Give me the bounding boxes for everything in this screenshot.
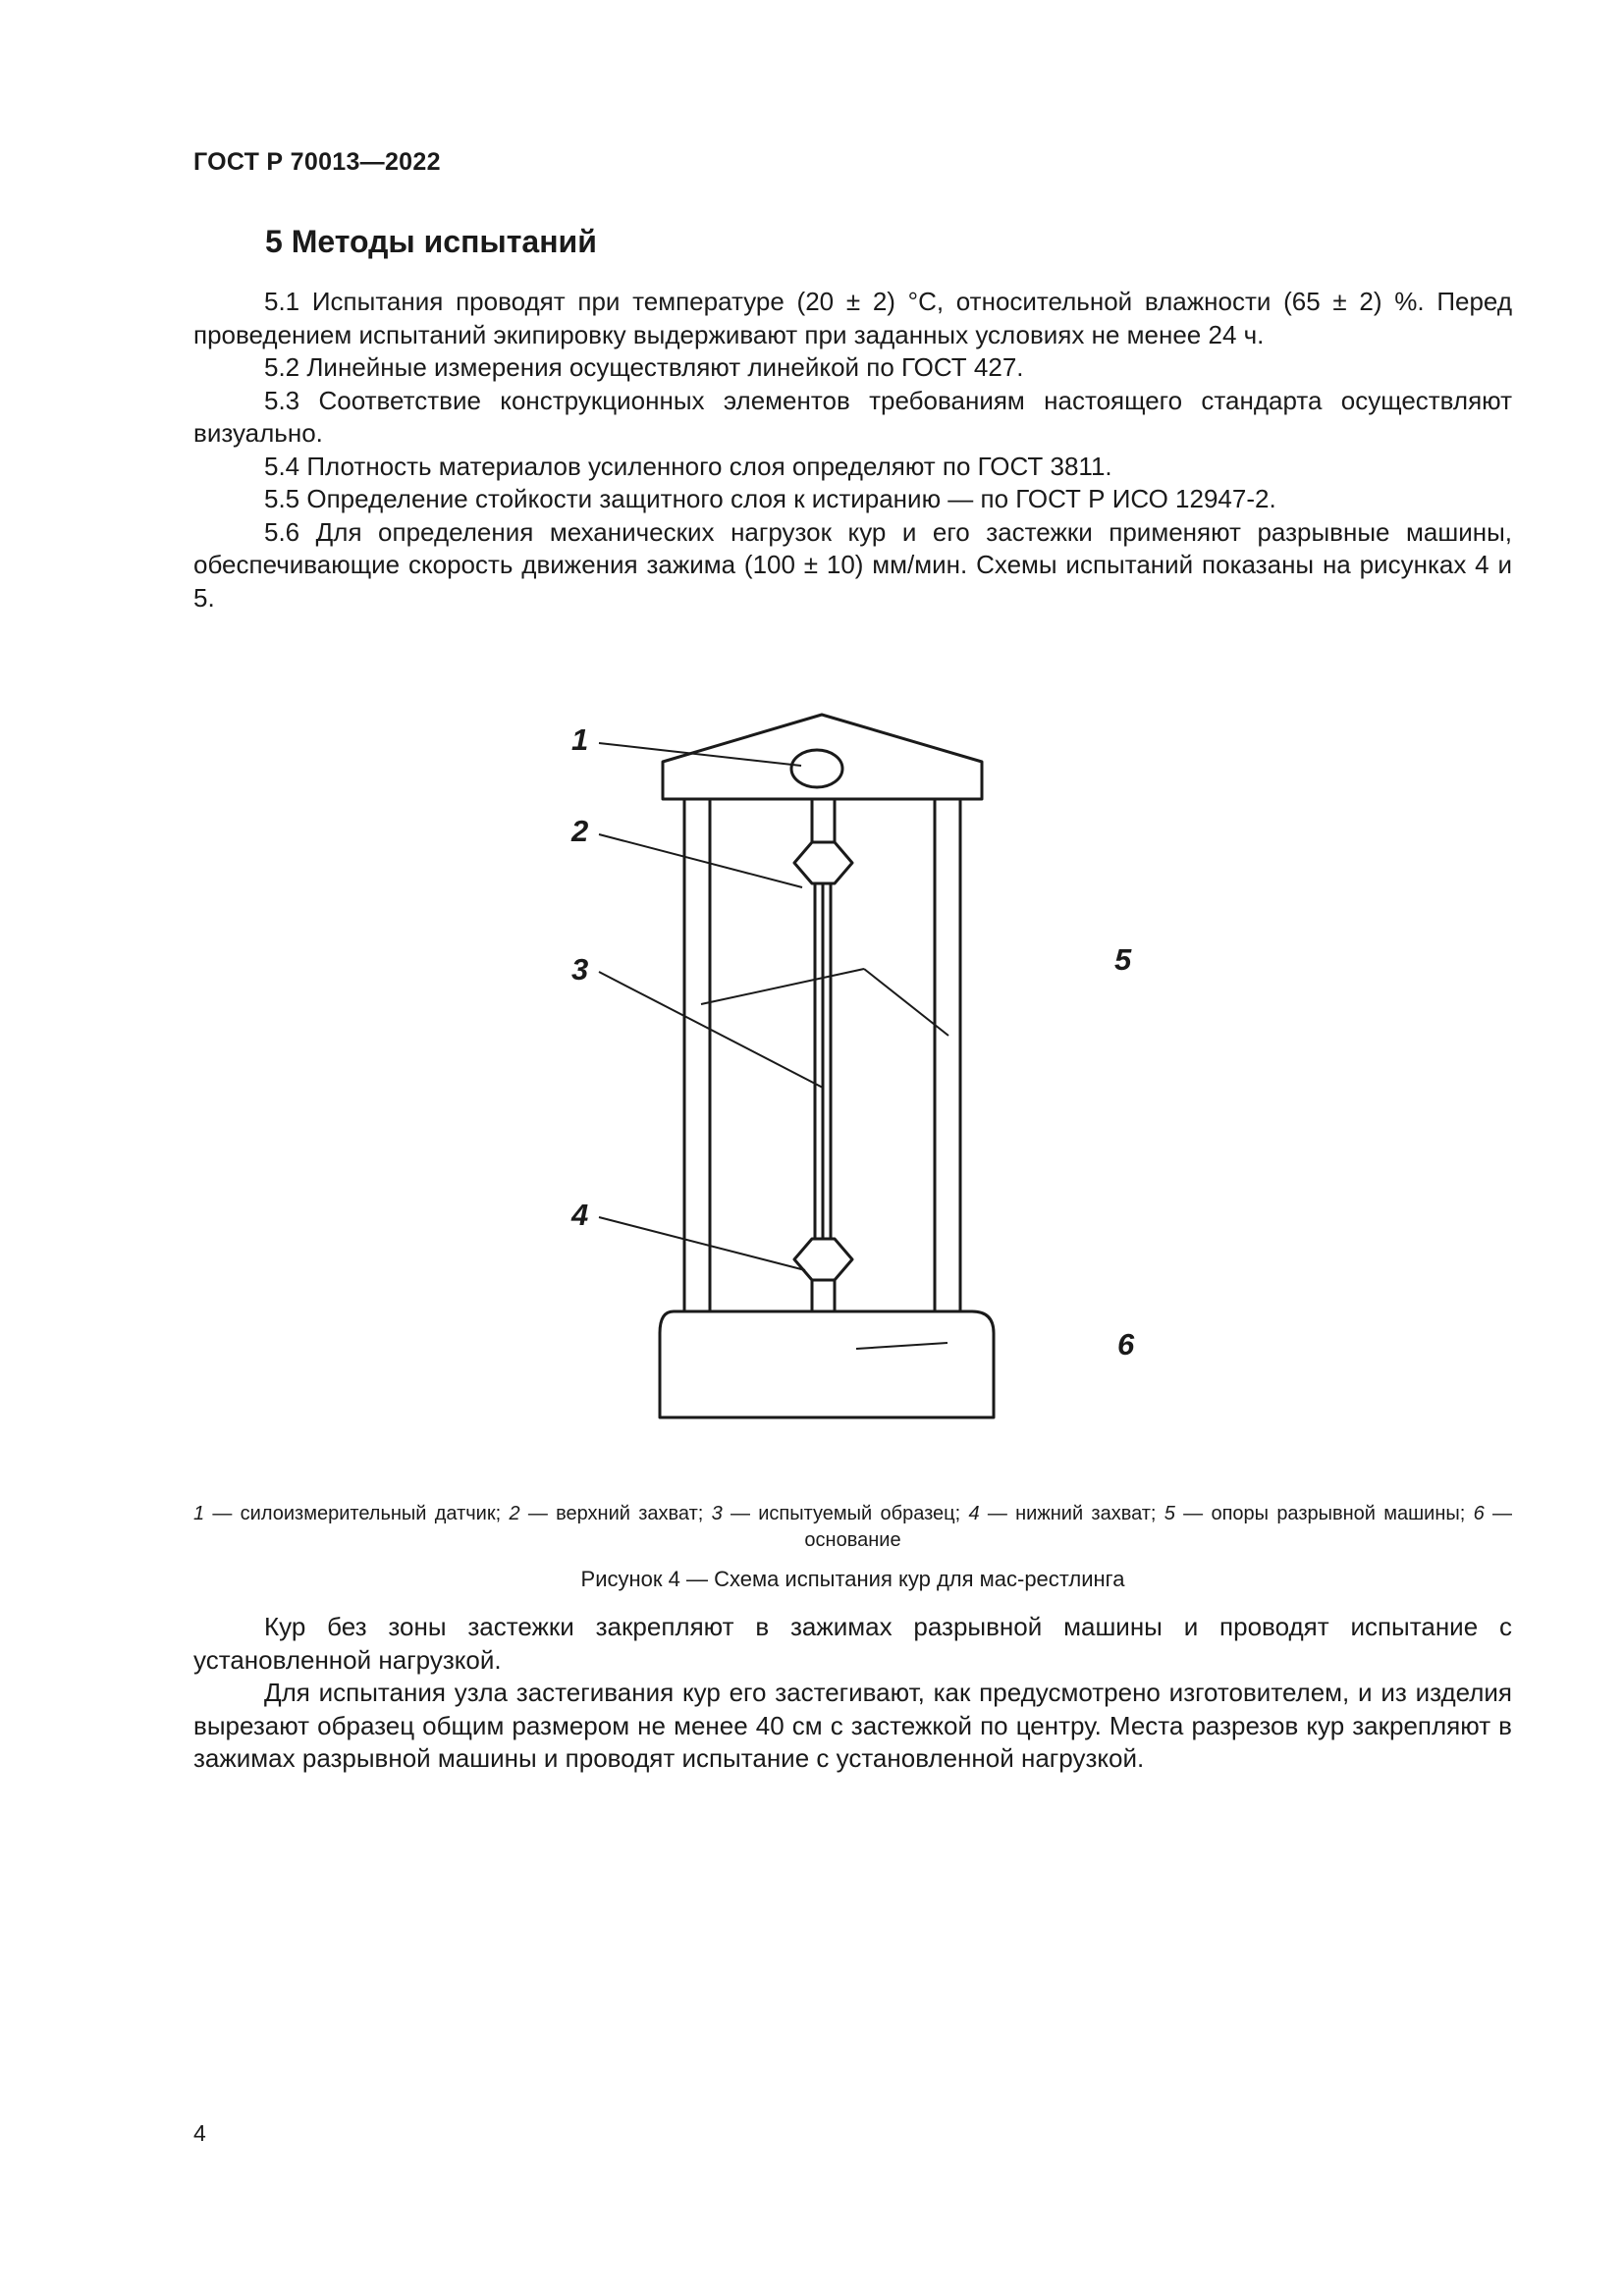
legend-num-2: 2 (509, 1503, 520, 1524)
load-sensor (791, 750, 842, 787)
leader-line-1 (599, 743, 801, 766)
callout-2: 2 (571, 814, 589, 848)
callout-5: 5 (1114, 942, 1132, 977)
callout-4: 4 (571, 1198, 589, 1232)
page-number: 4 (193, 2120, 206, 2146)
leader-line-6 (856, 1343, 947, 1349)
legend-text-1: — силоизмерительный датчик; (204, 1503, 510, 1524)
figure-caption: Рисунок 4 — Схема испытания кур для мас-рестлинга (580, 1567, 1125, 1591)
machine-base (660, 1311, 994, 1417)
lower-grip (794, 1239, 852, 1280)
test-specimen (815, 883, 831, 1239)
paragraph-5-6: 5.6 Для определения механических нагрузок кур и его застежки применяют разрывные машины, обеспечивающие скорость движения зажима (100 ± 10) мм/мин. Схемы испытаний показаны на рисунках 4 и 5. (193, 516, 1512, 613)
left-support (684, 799, 710, 1311)
methods-text (193, 286, 1512, 614)
document-header: ГОСТ Р 70013—2022 (193, 148, 441, 176)
callout-6: 6 (1117, 1327, 1135, 1362)
figure-legend (193, 1501, 1512, 1554)
legend-text-3: — испытуемый образец; (722, 1503, 969, 1524)
paragraph-5-5: 5.5 Определение стойкости защитного слоя к истиранию — по ГОСТ Р ИСО 12947-2. (264, 484, 1276, 513)
right-support (935, 799, 960, 1311)
legend-text-6: — основание (804, 1503, 1512, 1551)
testing-procedure-text (193, 1611, 1512, 1776)
leader-line-4 (599, 1217, 805, 1270)
legend-text-5: — опоры разрывной машины; (1174, 1503, 1474, 1524)
paragraph-closing-2: Для испытания узла застегивания кур его застегивают, как предусмотрено изготовителем, и из изделия вырезают образец общим размером не менее 40 см с застежкой по центру. Места разрезов кур закрепляют в зажимах разрывной машины и проводят испытание с установленной нагрузкой. (193, 1678, 1512, 1773)
legend-num-3: 3 (711, 1503, 723, 1524)
legend-num-6: 6 (1473, 1503, 1485, 1524)
test-machine-figure (550, 687, 1135, 1453)
paragraph-5-1: 5.1 Испытания проводят при температуре (20 ± 2) °C, относительной влажности (65 ± 2) %. Перед проведением испытаний экипировку выдерживают при заданных условиях не менее 24 ч. (193, 287, 1512, 349)
paragraph-5-2: 5.2 Линейные измерения осуществляют линейкой по ГОСТ 427. (264, 352, 1024, 382)
upper-grip (794, 842, 852, 883)
leader-line-2 (599, 834, 802, 887)
test-machine-diagram (550, 687, 1100, 1453)
legend-num-4: 4 (968, 1503, 980, 1524)
legend-num-1: 1 (193, 1503, 205, 1524)
callout-1: 1 (571, 722, 589, 757)
legend-text-2: — верхний захват; (519, 1503, 712, 1524)
paragraph-5-3: 5.3 Соответствие конструкционных элементов требованиям настоящего стандарта осуществляют визуально. (193, 385, 1512, 448)
lower-shaft (812, 1280, 835, 1311)
legend-text-4: — нижний захват; (979, 1503, 1164, 1524)
upper-shaft (812, 799, 835, 842)
leader-line-5a (701, 969, 864, 1004)
legend-num-5: 5 (1164, 1503, 1175, 1524)
callout-3: 3 (571, 952, 589, 987)
paragraph-closing-1: Кур без зоны застежки закрепляют в зажимах разрывной машины и проводят испытание с установленной нагрузкой. (193, 1612, 1512, 1675)
paragraph-5-4: 5.4 Плотность материалов усиленного слоя определяют по ГОСТ 3811. (264, 451, 1112, 481)
section-title: 5 Методы испытаний (265, 224, 597, 259)
